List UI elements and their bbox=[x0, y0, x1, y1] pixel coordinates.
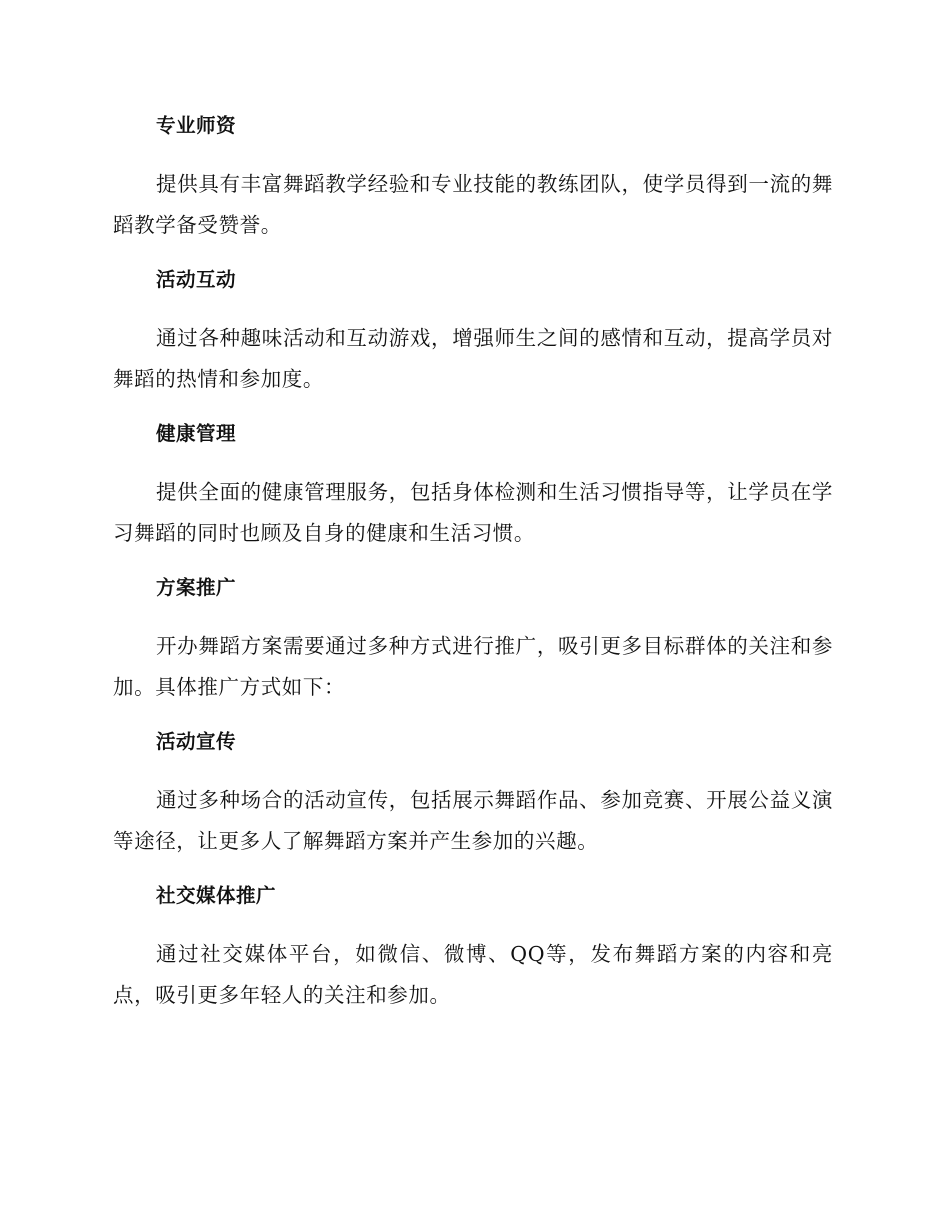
section-paragraph: 提供具有丰富舞蹈教学经验和专业技能的教练团队，使学员得到一流的舞蹈教学备受赞誉。 bbox=[113, 172, 833, 237]
section-paragraph: 通过社交媒体平台，如微信、微博、QQ等，发布舞蹈方案的内容和亮点，吸引更多年轻人的关注和参加。 bbox=[113, 942, 833, 1007]
section-heading: 专业师资 bbox=[156, 114, 237, 137]
section-heading: 社交媒体推广 bbox=[156, 884, 277, 907]
section-activity-interaction bbox=[113, 265, 833, 400]
section-activity-publicity bbox=[113, 727, 833, 862]
section-paragraph: 提供全面的健康管理服务，包括身体检测和生活习惯指导等，让学员在学习舞蹈的同时也顾及自身的健康和生活习惯。 bbox=[113, 480, 833, 545]
section-paragraph: 通过多种场合的活动宣传，包括展示舞蹈作品、参加竞赛、开展公益义演等途径，让更多人了解舞蹈方案并产生参加的兴趣。 bbox=[113, 788, 833, 853]
section-paragraph: 开办舞蹈方案需要通过多种方式进行推广，吸引更多目标群体的关注和参加。具体推广方式如下： bbox=[113, 634, 833, 699]
section-paragraph: 通过各种趣味活动和互动游戏，增强师生之间的感情和互动，提高学员对舞蹈的热情和参加度。 bbox=[113, 326, 833, 391]
section-professional-teachers bbox=[113, 111, 833, 246]
section-health-management bbox=[113, 419, 833, 554]
section-heading: 方案推广 bbox=[156, 576, 237, 599]
section-social-media-promotion bbox=[113, 881, 833, 1016]
section-heading: 活动互动 bbox=[156, 268, 237, 291]
document-body bbox=[113, 111, 833, 1035]
section-plan-promotion bbox=[113, 573, 833, 708]
section-heading: 活动宣传 bbox=[156, 730, 237, 753]
section-heading: 健康管理 bbox=[156, 422, 237, 445]
